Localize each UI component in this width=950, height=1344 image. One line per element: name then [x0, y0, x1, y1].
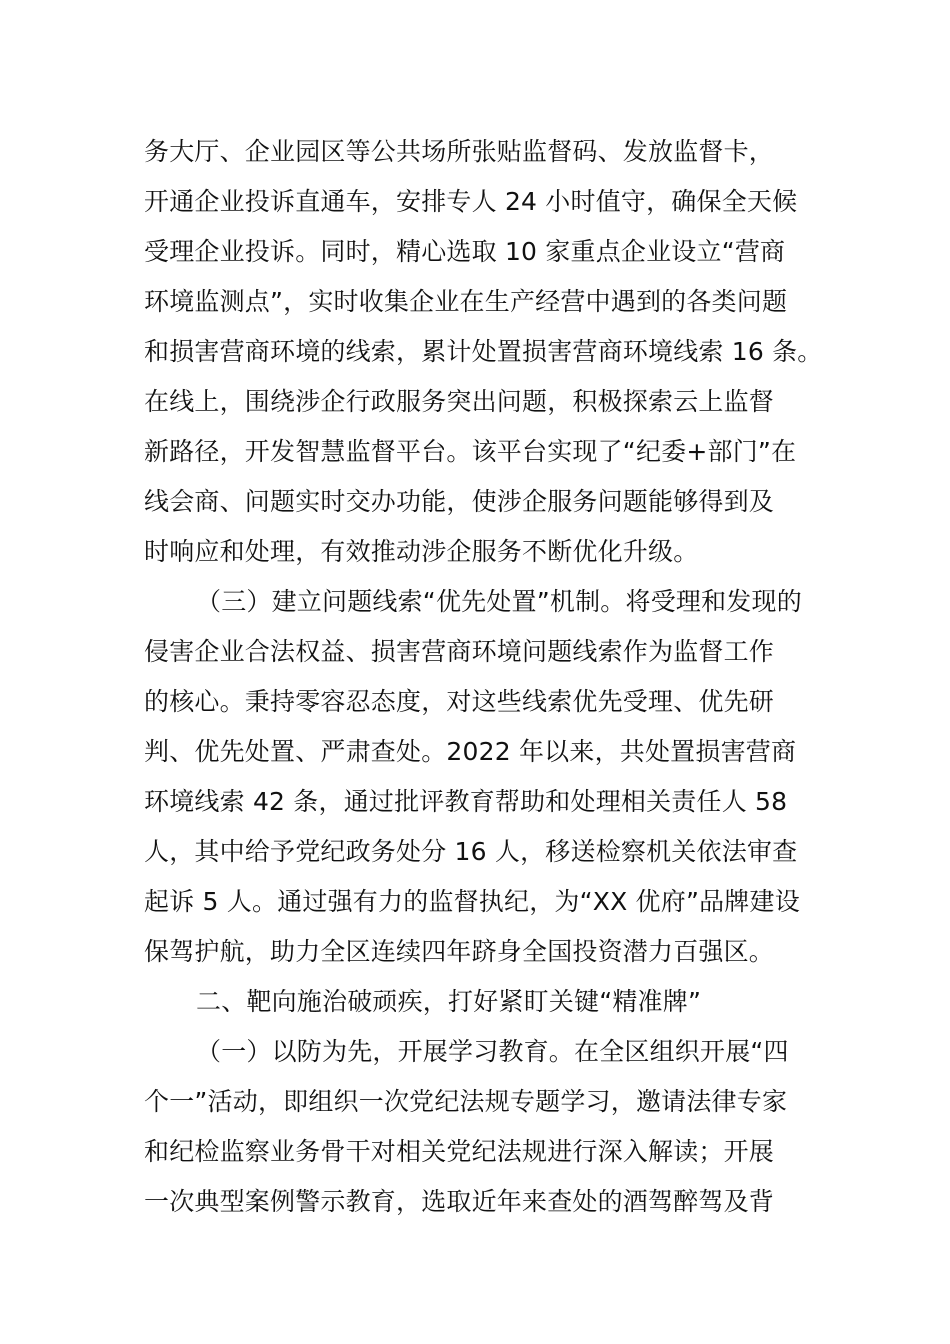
text-line: 保驾护航，助力全区连续四年跻身全国投资潜力百强区。 — [144, 937, 775, 966]
text-line: 和损害营商环境的线索，累计处置损害营商环境线索 16 条。 — [144, 337, 823, 366]
text-line: 的核心。秉持零容忍态度，对这些线索优先受理、优先研 — [144, 687, 775, 716]
text-line: 时响应和处理，有效推动涉企服务不断优化升级。 — [144, 537, 699, 566]
text-line: 在线上，围绕涉企行政服务突出问题，积极探索云上监督 — [144, 387, 775, 416]
text-line: 新路径，开发智慧监督平台。该平台实现了“纪委+部门”在 — [144, 437, 797, 466]
text-line: 起诉 5 人。通过强有力的监督执纪，为“XX 优府”品牌建设 — [144, 887, 800, 916]
text-line: 线会商、问题实时交办功能，使涉企服务问题能够得到及 — [144, 487, 775, 516]
chapter-heading-line: 二、靶向施治破顽疾，打好紧盯关键“精准牌” — [196, 987, 702, 1016]
section-heading-line: （三）建立问题线索“优先处置”机制。将受理和发现的 — [196, 587, 802, 616]
section-heading-line: （一）以防为先，开展学习教育。在全区组织开展“四 — [196, 1037, 789, 1066]
text-line: 开通企业投诉直通车，安排专人 24 小时值守，确保全天候 — [144, 187, 798, 216]
text-line: 务大厅、企业园区等公共场所张贴监督码、发放监督卡， — [144, 137, 775, 166]
text-line: 判、优先处置、严肃查处。2022 年以来，共处置损害营商 — [144, 737, 797, 766]
text-line: 环境线索 42 条，通过批评教育帮助和处理相关责任人 58 — [144, 787, 788, 816]
text-line: 一次典型案例警示教育，选取近年来查处的酒驾醉驾及背 — [144, 1187, 775, 1216]
text-line: 受理企业投诉。同时，精心选取 10 家重点企业设立“营商 — [144, 237, 786, 266]
text-line: 环境监测点”，实时收集企业在生产经营中遇到的各类问题 — [144, 287, 788, 316]
text-line: 个一”活动，即组织一次党纪法规专题学习，邀请法律专家 — [144, 1087, 788, 1116]
text-line: 和纪检监察业务骨干对相关党纪法规进行深入解读；开展 — [144, 1137, 775, 1166]
text-line: 人，其中给予党纪政务处分 16 人，移送检察机关依法审查 — [144, 837, 798, 866]
text-line: 侵害企业合法权益、损害营商环境问题线索作为监督工作 — [144, 637, 775, 666]
